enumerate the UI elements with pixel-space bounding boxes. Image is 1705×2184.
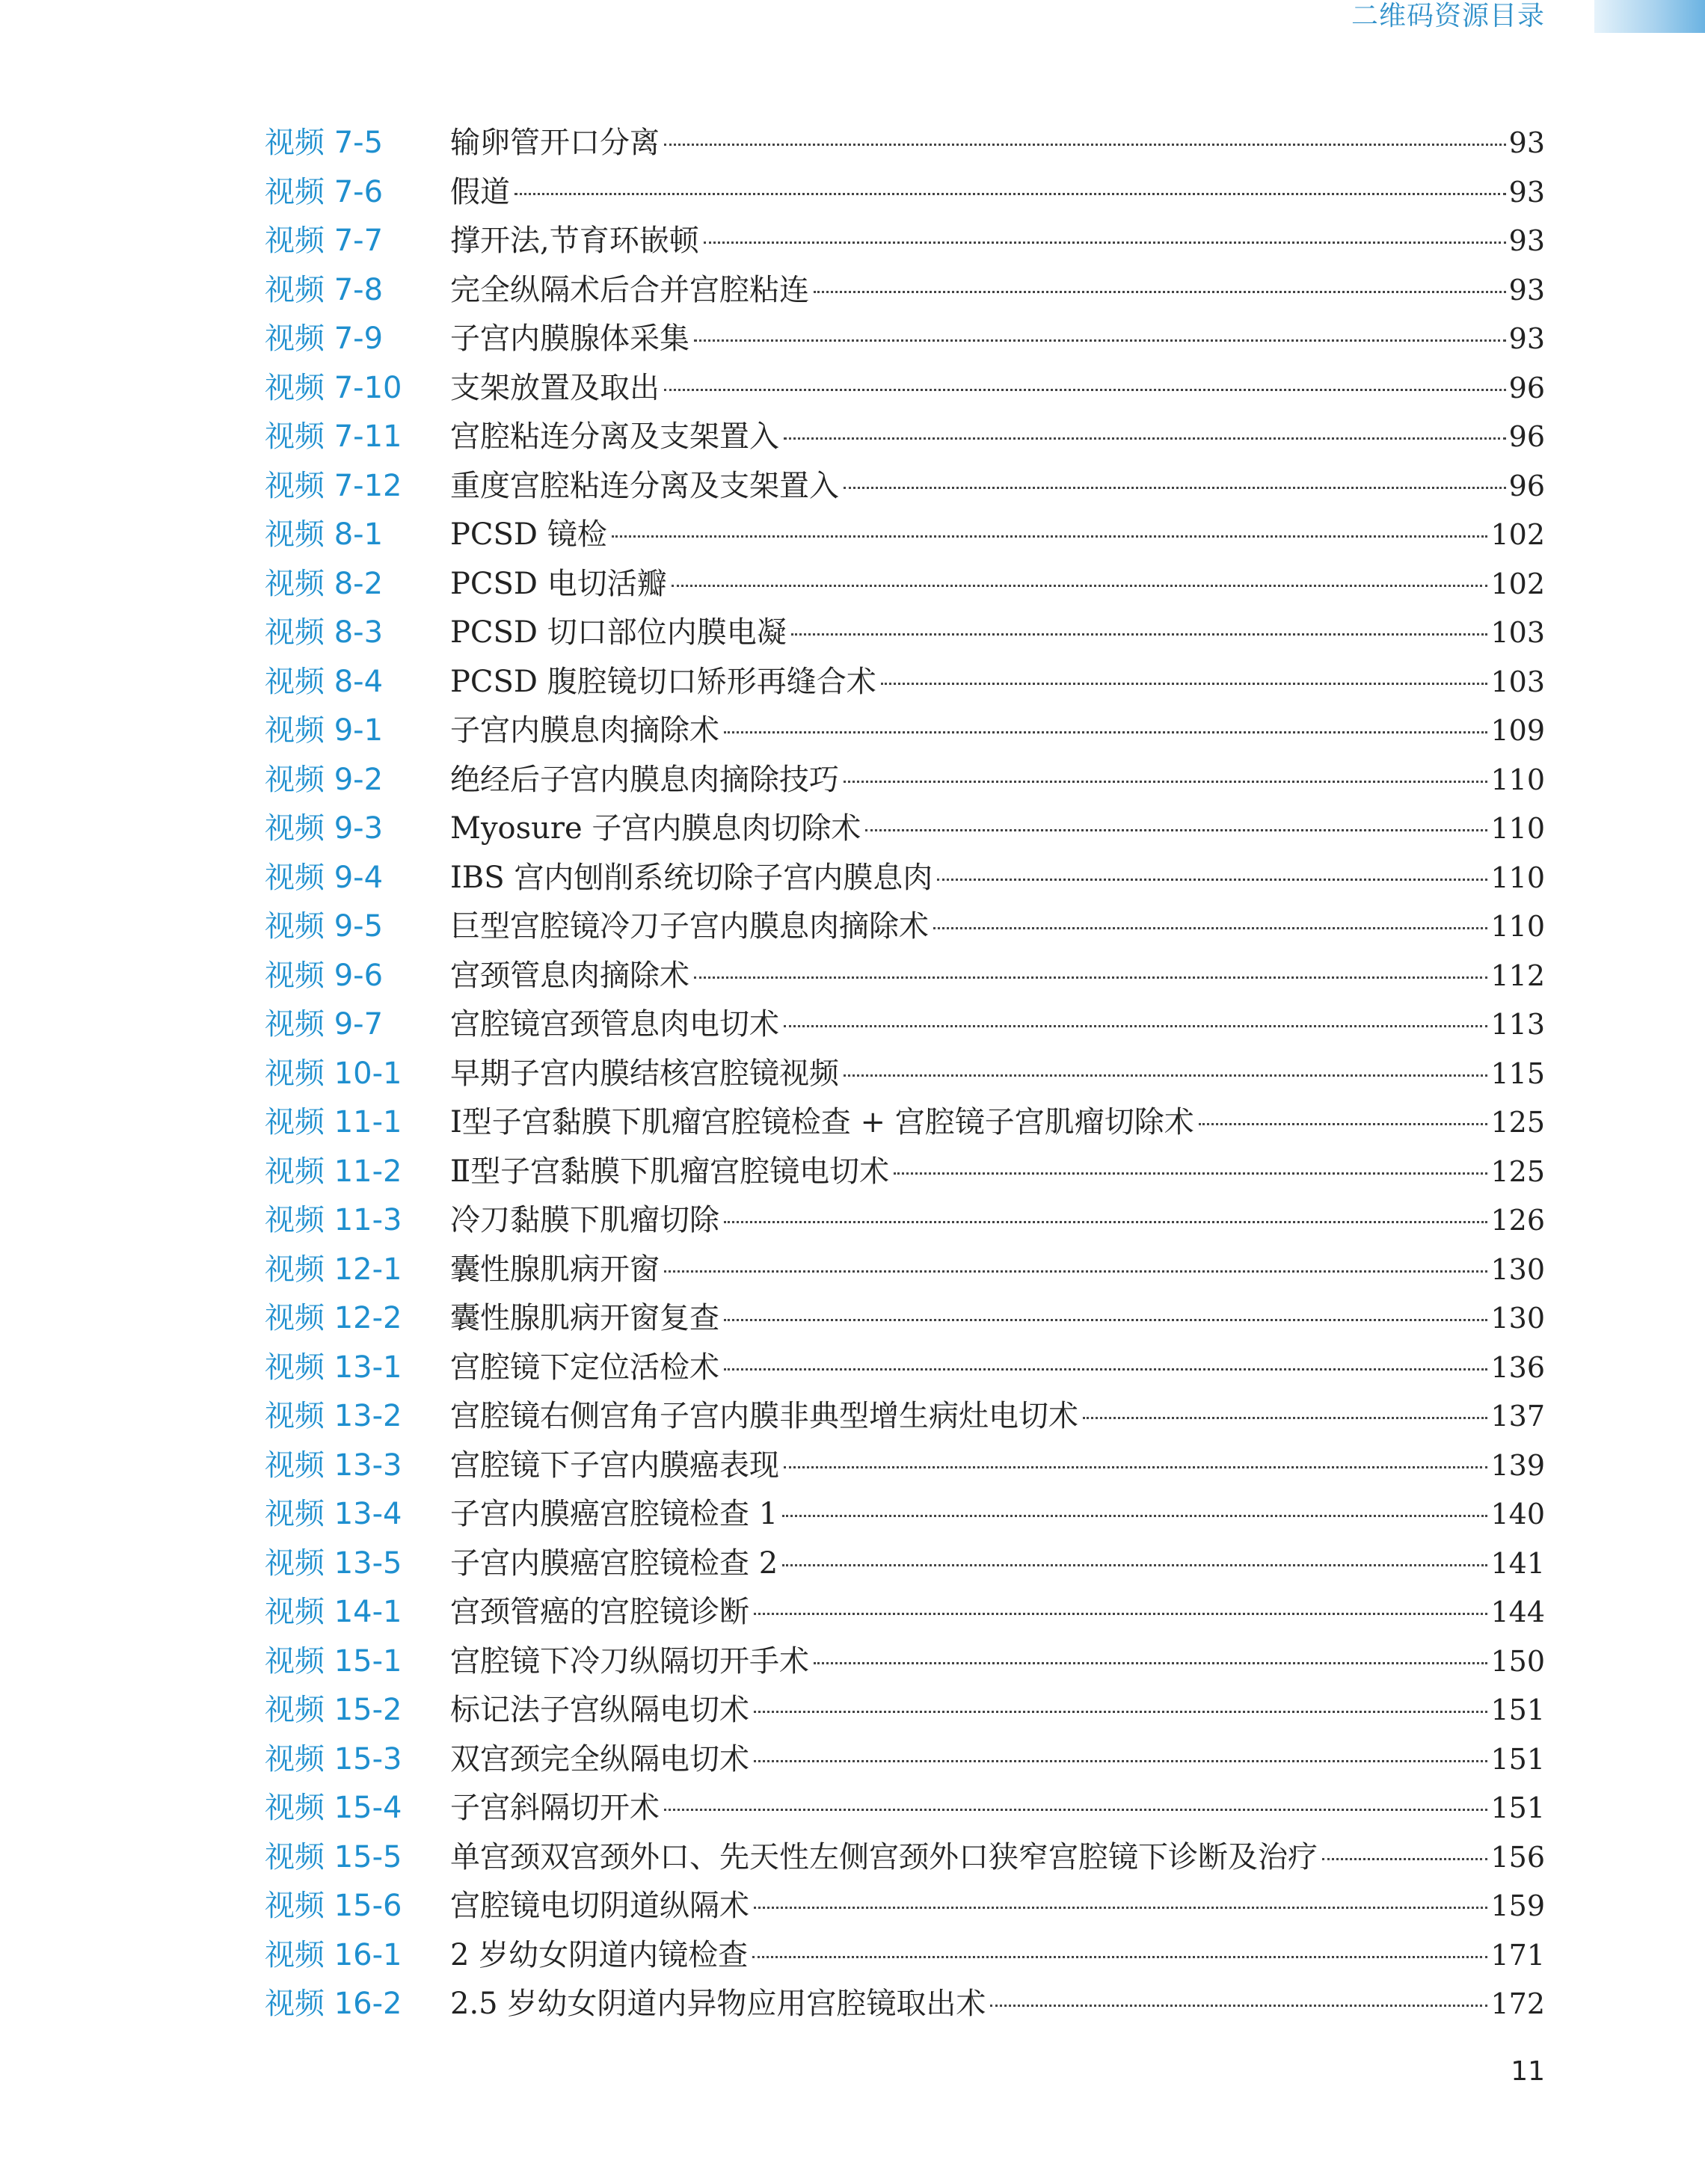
toc-entry-body <box>450 1931 1545 1974</box>
toc-entry-number: 视频 15-6 <box>265 1889 402 1924</box>
toc-entry-title: 重度宫腔粘连分离及支架置入 <box>450 468 839 503</box>
toc-entry-title: 宫腔镜宫颈管息肉电切术 <box>450 1007 779 1042</box>
toc-entry[interactable] <box>265 1585 1545 1634</box>
toc-entry-title: 宫腔镜下定位活检术 <box>450 1350 719 1385</box>
toc-dot-leader <box>1322 1858 1487 1860</box>
toc-entry-number: 视频 15-3 <box>265 1741 402 1777</box>
toc-entry-body <box>450 511 1545 553</box>
toc-entry-body <box>450 952 1545 994</box>
toc-entry-number: 视频 7-11 <box>265 419 402 455</box>
toc-entry-number: 视频 9-3 <box>265 811 384 846</box>
toc-dot-leader <box>612 535 1488 538</box>
toc-entry[interactable] <box>265 997 1545 1047</box>
toc-entry-page: 150 <box>1490 1644 1545 1678</box>
toc-dot-leader <box>754 1711 1487 1713</box>
toc-entry-page: 96 <box>1508 371 1545 404</box>
toc-entry[interactable] <box>265 1732 1545 1782</box>
toc-entry-body <box>450 1539 1545 1582</box>
toc-entry-body <box>450 1098 1545 1141</box>
toc-entry[interactable] <box>265 410 1545 459</box>
toc-entry-body <box>450 1735 1545 1778</box>
toc-entry-number: 视频 7-6 <box>265 174 384 209</box>
toc-entry-page: 103 <box>1490 616 1545 650</box>
toc-dot-leader <box>664 144 1506 146</box>
toc-dot-leader <box>844 1074 1487 1077</box>
toc-entry-body <box>450 805 1545 847</box>
toc-entry-number: 视频 10-1 <box>265 1056 402 1091</box>
toc-entry[interactable] <box>265 508 1545 557</box>
toc-entry[interactable] <box>265 1047 1545 1096</box>
toc-entry-page: 137 <box>1490 1400 1545 1433</box>
toc-entry-title: PCSD 镜检 <box>450 517 607 553</box>
toc-dot-leader <box>752 1956 1487 1958</box>
toc-dot-leader <box>990 2005 1487 2007</box>
toc-entry-page: 93 <box>1508 273 1545 307</box>
toc-entry-title: 囊性腺肌病开窗复查 <box>450 1301 719 1336</box>
toc-dot-leader <box>782 1564 1487 1566</box>
toc-entry-body <box>450 462 1545 505</box>
toc-entry[interactable] <box>265 116 1545 165</box>
toc-entry-title: Myosure 子宫内膜息肉切除术 <box>450 811 861 846</box>
toc-entry-title: 冷刀黏膜下肌瘤切除 <box>450 1203 719 1238</box>
toc-entry[interactable] <box>265 361 1545 410</box>
toc-entry-page: 125 <box>1490 1154 1545 1188</box>
toc-entry-number: 视频 15-4 <box>265 1791 402 1826</box>
toc-entry-title: 宫腔镜右侧宫角子宫内膜非典型增生病灶电切术 <box>450 1399 1078 1434</box>
toc-entry-page: 156 <box>1490 1840 1545 1874</box>
header-accent-bar <box>1594 0 1705 33</box>
toc-dot-leader <box>933 927 1487 929</box>
toc-entry-body <box>450 413 1545 455</box>
toc-entry-number: 视频 13-5 <box>265 1545 402 1581</box>
toc-entry-title: 2 岁幼女阴道内镜检查 <box>450 1937 749 1972</box>
toc-entry-title: 子宫内膜癌宫腔镜检查 1 <box>450 1497 778 1532</box>
toc-dot-leader <box>664 1809 1487 1811</box>
toc-entry-page: 110 <box>1490 861 1545 894</box>
toc-entry-page: 159 <box>1490 1889 1545 1923</box>
toc-entry[interactable] <box>265 1830 1545 1880</box>
toc-entry[interactable] <box>265 1095 1545 1145</box>
toc-entry-page: 110 <box>1490 910 1545 944</box>
toc-dot-leader <box>844 781 1487 783</box>
toc-entry-body <box>450 1000 1545 1043</box>
toc-entry-number: 视频 7-8 <box>265 272 384 307</box>
toc-entry[interactable] <box>265 1537 1545 1586</box>
toc-entry-body <box>450 1637 1545 1680</box>
toc-entry-page: 151 <box>1490 1742 1545 1776</box>
toc-dot-leader <box>784 437 1506 440</box>
toc-entry-body <box>450 560 1545 603</box>
toc-dot-leader <box>937 879 1487 881</box>
toc-entry[interactable] <box>265 1487 1545 1537</box>
toc-entry-number: 视频 16-2 <box>265 1987 402 2022</box>
toc-entry-body <box>450 1050 1545 1092</box>
toc-entry[interactable] <box>265 1193 1545 1243</box>
toc-dot-leader <box>865 829 1487 831</box>
toc-dot-leader <box>672 585 1488 587</box>
toc-entry[interactable] <box>265 1145 1545 1194</box>
toc-entry-title: 宫腔粘连分离及支架置入 <box>450 419 779 455</box>
toc-entry-title: 宫腔镜电切阴道纵隔术 <box>450 1889 749 1924</box>
toc-entry-page: 151 <box>1490 1694 1545 1727</box>
toc-entry-page: 172 <box>1490 1987 1545 2021</box>
toc-entry[interactable] <box>265 1389 1545 1439</box>
toc-dot-leader <box>754 1907 1487 1909</box>
toc-entry-title: 单宫颈双宫颈外口、先天性左侧宫颈外口狭窄宫腔镜下诊断及治疗 <box>450 1839 1318 1874</box>
toc-entry[interactable] <box>265 1683 1545 1732</box>
toc-entry-page: 93 <box>1508 322 1545 356</box>
toc-entry-body <box>450 1246 1545 1288</box>
toc-entry-number: 视频 15-1 <box>265 1643 402 1679</box>
toc-entry-page: 144 <box>1490 1596 1545 1629</box>
toc-entry-title: 子宫斜隔切开术 <box>450 1791 660 1826</box>
toc-entry-page: 96 <box>1508 420 1545 454</box>
toc-entry-body <box>450 707 1545 749</box>
toc-entry-body <box>450 1686 1545 1729</box>
toc-entry-number: 视频 16-1 <box>265 1937 402 1972</box>
toc-entry-page: 102 <box>1490 567 1545 600</box>
toc-dot-leader <box>1199 1123 1488 1125</box>
toc-entry-page: 93 <box>1508 175 1545 209</box>
toc-entry-page: 110 <box>1490 812 1545 846</box>
toc-entry-title: 支架放置及取出 <box>450 370 660 405</box>
toc-entry-page: 102 <box>1490 518 1545 552</box>
toc-entry-body <box>450 1148 1545 1190</box>
toc-dot-leader <box>664 1270 1487 1273</box>
toc-dot-leader <box>724 1368 1487 1371</box>
toc-entry-title: 宫腔镜下冷刀纵隔切开手术 <box>450 1643 809 1679</box>
toc-entry-number: 视频 14-1 <box>265 1595 402 1630</box>
toc-entry-title: Ⅰ型子宫黏膜下肌瘤宫腔镜检查 + 宫腔镜子宫肌瘤切除术 <box>450 1105 1194 1140</box>
toc-entry-number: 视频 9-6 <box>265 958 384 993</box>
toc-entry-number: 视频 9-1 <box>265 713 384 748</box>
toc-entry-number: 视频 9-4 <box>265 860 384 895</box>
toc-entry-number: 视频 11-2 <box>265 1154 402 1189</box>
toc-entry-title: 子宫内膜腺体采集 <box>450 322 689 357</box>
toc-dot-leader <box>1083 1417 1487 1419</box>
toc-entry-number: 视频 13-4 <box>265 1497 402 1532</box>
toc-entry-number: 视频 8-4 <box>265 664 384 699</box>
toc-entry[interactable] <box>265 263 1545 313</box>
toc-entry[interactable] <box>265 1634 1545 1684</box>
toc-entry-page: 93 <box>1508 224 1545 258</box>
toc-entry-page: 93 <box>1508 126 1545 160</box>
toc-dot-leader <box>784 1466 1487 1468</box>
toc-entry[interactable] <box>265 899 1545 949</box>
toc-entry-title: PCSD 电切活瓣 <box>450 566 667 601</box>
toc-entry-title: 绝经后子宫内膜息肉摘除技巧 <box>450 762 839 797</box>
toc-entry-body <box>450 1392 1545 1435</box>
toc-entry-body <box>450 1980 1545 2022</box>
toc-entry-page: 109 <box>1490 714 1545 748</box>
toc-entry-page: 130 <box>1490 1302 1545 1335</box>
toc-entry[interactable] <box>265 459 1545 508</box>
toc-entry[interactable] <box>265 1439 1545 1488</box>
toc-entry-number: 视频 7-12 <box>265 468 402 503</box>
toc-entry[interactable] <box>265 1243 1545 1292</box>
toc-entry[interactable] <box>265 704 1545 753</box>
toc-entry-body <box>450 1588 1545 1631</box>
running-header-title: 二维码资源目录 <box>1351 1 1545 31</box>
toc-entry-page: 139 <box>1490 1448 1545 1482</box>
toc-dot-leader <box>724 1319 1487 1321</box>
toc-dot-leader <box>844 487 1506 489</box>
toc-entry-body <box>450 1442 1545 1484</box>
toc-entry-title: 撑开法,节育环嵌顿 <box>450 224 699 259</box>
toc-entry-number: 视频 8-1 <box>265 517 384 553</box>
toc-entry-title: 标记法子宫纵隔电切术 <box>450 1693 749 1728</box>
toc-entry-title: 双宫颈完全纵隔电切术 <box>450 1741 749 1777</box>
toc-entry-body <box>450 1294 1545 1337</box>
toc-entry-number: 视频 8-2 <box>265 566 384 601</box>
toc-entry[interactable] <box>265 1341 1545 1390</box>
toc-entry[interactable] <box>265 214 1545 263</box>
toc-entry-number: 视频 13-3 <box>265 1448 402 1483</box>
toc-dot-leader <box>791 633 1488 636</box>
toc-dot-leader <box>814 291 1506 293</box>
toc-entry-title: 完全纵隔术后合并宫腔粘连 <box>450 272 809 307</box>
toc-entry[interactable] <box>265 851 1545 900</box>
toc-entry-number: 视频 15-2 <box>265 1693 402 1728</box>
toc-entry-body <box>450 756 1545 799</box>
toc-entry[interactable] <box>265 1879 1545 1928</box>
toc-entry-title: 2.5 岁幼女阴道内异物应用宫腔镜取出术 <box>450 1987 986 2022</box>
toc-dot-leader <box>694 976 1487 979</box>
toc-entry-page: 140 <box>1490 1498 1545 1531</box>
toc-entry-page: 96 <box>1508 469 1545 502</box>
toc-entry-body <box>450 1344 1545 1386</box>
toc-entry[interactable] <box>265 606 1545 655</box>
toc-dot-leader <box>784 1025 1487 1027</box>
toc-dot-leader <box>754 1613 1487 1615</box>
toc-entry-page: 112 <box>1490 959 1545 992</box>
toc-entry-number: 视频 15-5 <box>265 1839 402 1874</box>
toc-entry-body <box>450 1490 1545 1533</box>
toc-entry-page: 125 <box>1490 1106 1545 1139</box>
toc-entry-number: 视频 11-3 <box>265 1203 402 1238</box>
toc-dot-leader <box>724 731 1487 733</box>
toc-dot-leader <box>704 242 1506 244</box>
toc-entry-number: 视频 7-10 <box>265 370 402 405</box>
toc-entry-number: 视频 12-1 <box>265 1252 402 1287</box>
toc-dot-leader <box>782 1515 1487 1517</box>
toc-entry-body <box>450 266 1545 309</box>
toc-entry-body <box>450 609 1545 651</box>
toc-entry-number: 视频 13-1 <box>265 1350 402 1385</box>
toc-entry-page: 151 <box>1490 1791 1545 1825</box>
toc-entry-body <box>450 1784 1545 1827</box>
toc-dot-leader <box>694 339 1506 342</box>
toc-entry-body <box>450 902 1545 945</box>
toc-entry-title: 早期子宫内膜结核宫腔镜视频 <box>450 1056 839 1091</box>
toc-entry-page: 136 <box>1490 1350 1545 1384</box>
toc-entry-number: 视频 9-7 <box>265 1007 384 1042</box>
toc-entry[interactable] <box>265 1928 1545 1978</box>
toc-entry-page: 113 <box>1490 1008 1545 1042</box>
toc-dot-leader <box>814 1662 1487 1664</box>
toc-entry-page: 130 <box>1490 1252 1545 1286</box>
toc-entry[interactable] <box>265 312 1545 361</box>
toc-entry-body <box>450 854 1545 896</box>
toc-entry[interactable] <box>265 753 1545 802</box>
toc-entry-number: 视频 7-5 <box>265 126 384 161</box>
toc-dot-leader <box>754 1760 1487 1762</box>
page-number: 11 <box>1511 2056 1545 2087</box>
toc-dot-leader <box>894 1172 1487 1175</box>
toc-entry-title: 子宫内膜息肉摘除术 <box>450 713 719 748</box>
toc-dot-leader <box>664 389 1506 391</box>
toc-entry-page: 171 <box>1490 1938 1545 1972</box>
toc-entry-number: 视频 12-2 <box>265 1301 402 1336</box>
toc-entry-body <box>450 1196 1545 1239</box>
toc-list <box>265 116 1545 2026</box>
toc-entry[interactable] <box>265 655 1545 704</box>
toc-entry-body <box>450 168 1545 211</box>
toc-entry-title: PCSD 腹腔镜切口矫形再缝合术 <box>450 664 876 699</box>
toc-entry[interactable] <box>265 1977 1545 2026</box>
toc-entry-title: 子宫内膜癌宫腔镜检查 2 <box>450 1545 778 1581</box>
toc-entry-number: 视频 8-3 <box>265 615 384 650</box>
toc-entry-title: 囊性腺肌病开窗 <box>450 1252 660 1287</box>
toc-entry-body <box>450 315 1545 357</box>
toc-dot-leader <box>724 1221 1487 1223</box>
toc-entry[interactable] <box>265 1781 1545 1830</box>
toc-entry-title: Ⅱ型子宫黏膜下肌瘤宫腔镜电切术 <box>450 1154 890 1189</box>
toc-entry[interactable] <box>265 802 1545 851</box>
toc-entry-number: 视频 9-5 <box>265 909 384 944</box>
toc-entry-title: 宫腔镜下子宫内膜癌表现 <box>450 1448 779 1483</box>
toc-dot-leader <box>881 683 1488 685</box>
toc-entry-title: 巨型宫腔镜冷刀子宫内膜息肉摘除术 <box>450 909 929 944</box>
toc-entry-title: PCSD 切口部位内膜电凝 <box>450 615 787 650</box>
toc-entry-title: 假道 <box>450 174 510 209</box>
toc-entry-number: 视频 7-9 <box>265 322 384 357</box>
toc-dot-leader <box>514 193 1506 195</box>
toc-entry-body <box>450 658 1545 701</box>
toc-entry-page: 115 <box>1490 1056 1545 1090</box>
toc-entry-body <box>450 1833 1545 1876</box>
toc-entry-title: 宫颈管息肉摘除术 <box>450 958 689 993</box>
toc-entry[interactable] <box>265 165 1545 215</box>
toc-entry-title: IBS 宫内刨削系统切除子宫内膜息肉 <box>450 860 933 895</box>
toc-entry[interactable] <box>265 557 1545 606</box>
toc-entry-page: 141 <box>1490 1546 1545 1580</box>
toc-entry[interactable] <box>265 949 1545 998</box>
toc-entry-number: 视频 13-2 <box>265 1399 402 1434</box>
toc-entry-page: 126 <box>1490 1204 1545 1237</box>
toc-entry-title: 输卵管开口分离 <box>450 126 660 161</box>
toc-entry-number: 视频 11-1 <box>265 1105 402 1140</box>
toc-entry-body <box>450 1882 1545 1925</box>
toc-entry-page: 103 <box>1490 665 1545 698</box>
toc-entry[interactable] <box>265 1291 1545 1341</box>
toc-entry-page: 110 <box>1490 763 1545 796</box>
toc-entry-number: 视频 7-7 <box>265 224 384 259</box>
toc-entry-body <box>450 217 1545 259</box>
toc-entry-title: 宫颈管癌的宫腔镜诊断 <box>450 1595 749 1630</box>
toc-entry-number: 视频 9-2 <box>265 762 384 797</box>
toc-entry-body <box>450 119 1545 162</box>
toc-entry-body <box>450 364 1545 407</box>
